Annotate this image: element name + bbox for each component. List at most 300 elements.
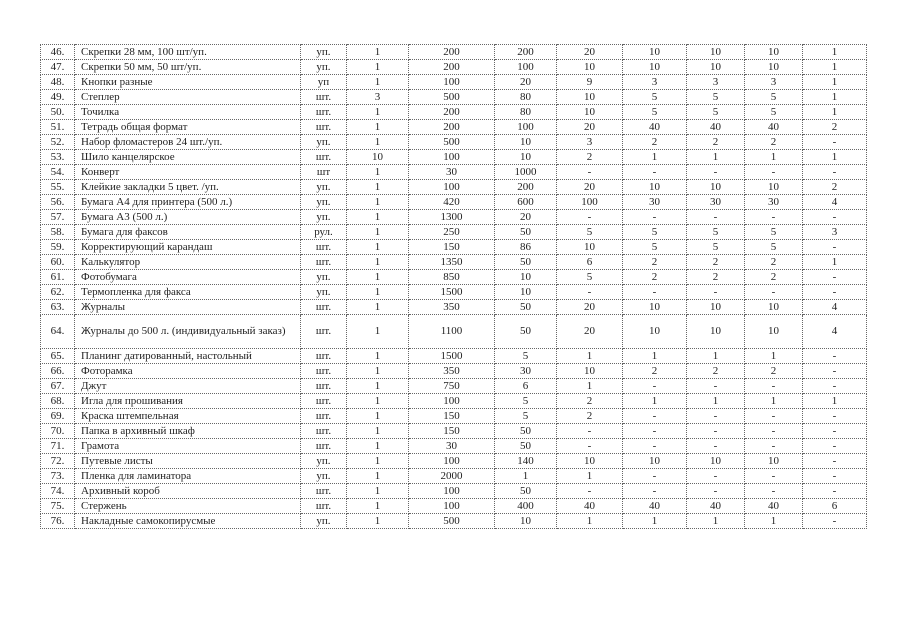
value-cell: 50	[495, 225, 557, 240]
value-cell: 2	[557, 394, 623, 409]
value-cell: 1	[347, 285, 409, 300]
value-cell: -	[623, 165, 687, 180]
value-cell: 500	[409, 514, 495, 529]
value-cell: -	[803, 484, 867, 499]
table-row	[41, 454, 867, 469]
value-cell: 1	[557, 379, 623, 394]
value-cell: 40	[623, 499, 687, 514]
value-cell: 1	[803, 45, 867, 60]
value-cell: 100	[409, 499, 495, 514]
item-name-cell: Корректирующий карандаш	[75, 240, 301, 255]
value-cell: -	[557, 484, 623, 499]
item-name-cell: Бумага А3 (500 л.)	[75, 210, 301, 225]
row-number-cell: 75.	[41, 499, 75, 514]
value-cell: 4	[803, 195, 867, 210]
unit-cell: шт.	[301, 409, 347, 424]
value-cell: 5	[557, 225, 623, 240]
value-cell: 5	[623, 105, 687, 120]
table-row	[41, 75, 867, 90]
value-cell: 30	[495, 364, 557, 379]
row-number-cell: 66.	[41, 364, 75, 379]
value-cell: 3	[745, 75, 803, 90]
value-cell: 10	[745, 315, 803, 349]
value-cell: 2	[745, 270, 803, 285]
row-number-cell: 54.	[41, 165, 75, 180]
value-cell: 3	[623, 75, 687, 90]
item-name-cell: Джут	[75, 379, 301, 394]
value-cell: 100	[495, 120, 557, 135]
item-name-cell: Термопленка для факса	[75, 285, 301, 300]
unit-cell: уп.	[301, 514, 347, 529]
value-cell: 5	[495, 394, 557, 409]
value-cell: 1500	[409, 285, 495, 300]
unit-cell: уп.	[301, 195, 347, 210]
value-cell: 1	[347, 454, 409, 469]
value-cell: 4	[803, 315, 867, 349]
row-number-cell: 70.	[41, 424, 75, 439]
value-cell: 1	[347, 484, 409, 499]
value-cell: -	[745, 469, 803, 484]
value-cell: -	[745, 165, 803, 180]
row-number-cell: 49.	[41, 90, 75, 105]
value-cell: -	[623, 484, 687, 499]
row-number-cell: 67.	[41, 379, 75, 394]
value-cell: 5	[623, 225, 687, 240]
item-name-cell: Скрепки 28 мм, 100 шт/уп.	[75, 45, 301, 60]
value-cell: 1	[623, 150, 687, 165]
value-cell: 1	[347, 364, 409, 379]
value-cell: 10	[687, 300, 745, 315]
value-cell: 2	[623, 135, 687, 150]
value-cell: 1	[347, 45, 409, 60]
item-name-cell: Бумага для факсов	[75, 225, 301, 240]
value-cell: 1	[745, 514, 803, 529]
value-cell: -	[623, 379, 687, 394]
item-name-cell: Набор фломастеров 24 шт./уп.	[75, 135, 301, 150]
value-cell: 1	[623, 514, 687, 529]
value-cell: 20	[495, 75, 557, 90]
value-cell: 2	[623, 364, 687, 379]
row-number-cell: 52.	[41, 135, 75, 150]
row-number-cell: 71.	[41, 439, 75, 454]
row-number-cell: 56.	[41, 195, 75, 210]
value-cell: 10	[557, 90, 623, 105]
value-cell: 1	[347, 255, 409, 270]
value-cell: 10	[557, 105, 623, 120]
value-cell: -	[745, 439, 803, 454]
value-cell: 100	[409, 484, 495, 499]
value-cell: 1	[623, 394, 687, 409]
value-cell: -	[687, 469, 745, 484]
row-number-cell: 58.	[41, 225, 75, 240]
value-cell: 2	[687, 255, 745, 270]
value-cell: 10	[347, 150, 409, 165]
value-cell: 1	[803, 75, 867, 90]
value-cell: 3	[687, 75, 745, 90]
value-cell: 1	[557, 349, 623, 364]
item-name-cell: Пленка для ламинатора	[75, 469, 301, 484]
value-cell: -	[803, 469, 867, 484]
value-cell: -	[687, 285, 745, 300]
value-cell: -	[803, 240, 867, 255]
value-cell: 10	[623, 315, 687, 349]
item-name-cell: Стержень	[75, 499, 301, 514]
row-number-cell: 51.	[41, 120, 75, 135]
row-number-cell: 46.	[41, 45, 75, 60]
value-cell: 30	[687, 195, 745, 210]
value-cell: -	[803, 270, 867, 285]
value-cell: 1	[347, 424, 409, 439]
value-cell: 150	[409, 240, 495, 255]
value-cell: 2	[745, 364, 803, 379]
value-cell: 5	[687, 105, 745, 120]
table-row	[41, 300, 867, 315]
value-cell: 1	[347, 195, 409, 210]
value-cell: 1	[347, 514, 409, 529]
value-cell: 50	[495, 315, 557, 349]
unit-cell: шт.	[301, 120, 347, 135]
value-cell: 150	[409, 409, 495, 424]
value-cell: 30	[745, 195, 803, 210]
value-cell: 40	[687, 120, 745, 135]
value-cell: -	[687, 424, 745, 439]
table-row	[41, 225, 867, 240]
value-cell: -	[803, 424, 867, 439]
value-cell: 1	[687, 514, 745, 529]
value-cell: 1	[347, 105, 409, 120]
supplies-table	[40, 44, 867, 529]
value-cell: -	[745, 424, 803, 439]
value-cell: 10	[557, 364, 623, 379]
value-cell: -	[803, 135, 867, 150]
value-cell: 1	[687, 394, 745, 409]
value-cell: 1	[687, 349, 745, 364]
value-cell: -	[623, 439, 687, 454]
value-cell: -	[803, 349, 867, 364]
value-cell: 10	[623, 60, 687, 75]
value-cell: 150	[409, 424, 495, 439]
value-cell: 10	[687, 180, 745, 195]
value-cell: 1	[347, 394, 409, 409]
value-cell: 200	[409, 120, 495, 135]
row-number-cell: 63.	[41, 300, 75, 315]
value-cell: 500	[409, 90, 495, 105]
value-cell: 40	[745, 499, 803, 514]
value-cell: 2	[803, 120, 867, 135]
row-number-cell: 64.	[41, 315, 75, 349]
value-cell: 100	[409, 180, 495, 195]
value-cell: 100	[495, 60, 557, 75]
table-row	[41, 364, 867, 379]
row-number-cell: 62.	[41, 285, 75, 300]
value-cell: -	[557, 210, 623, 225]
table-row	[41, 210, 867, 225]
value-cell: 350	[409, 364, 495, 379]
table-row	[41, 394, 867, 409]
value-cell: 100	[409, 75, 495, 90]
row-number-cell: 73.	[41, 469, 75, 484]
value-cell: -	[803, 409, 867, 424]
value-cell: 80	[495, 90, 557, 105]
value-cell: -	[687, 409, 745, 424]
table-row	[41, 349, 867, 364]
value-cell: 5	[623, 240, 687, 255]
unit-cell: уп.	[301, 469, 347, 484]
value-cell: 10	[687, 45, 745, 60]
value-cell: -	[803, 285, 867, 300]
value-cell: 10	[495, 514, 557, 529]
value-cell: 750	[409, 379, 495, 394]
value-cell: 1350	[409, 255, 495, 270]
row-number-cell: 65.	[41, 349, 75, 364]
value-cell: 1	[347, 270, 409, 285]
value-cell: -	[803, 165, 867, 180]
value-cell: -	[803, 514, 867, 529]
value-cell: -	[623, 469, 687, 484]
value-cell: 1	[803, 90, 867, 105]
table-row	[41, 195, 867, 210]
value-cell: 100	[409, 454, 495, 469]
value-cell: 50	[495, 439, 557, 454]
item-name-cell: Степлер	[75, 90, 301, 105]
value-cell: 1	[347, 469, 409, 484]
unit-cell: шт.	[301, 255, 347, 270]
table-row	[41, 285, 867, 300]
value-cell: 420	[409, 195, 495, 210]
value-cell: 40	[623, 120, 687, 135]
value-cell: 80	[495, 105, 557, 120]
row-number-cell: 68.	[41, 394, 75, 409]
value-cell: 5	[687, 90, 745, 105]
table-row	[41, 379, 867, 394]
value-cell: -	[803, 439, 867, 454]
value-cell: -	[623, 409, 687, 424]
row-number-cell: 55.	[41, 180, 75, 195]
value-cell: -	[557, 424, 623, 439]
value-cell: 10	[495, 285, 557, 300]
table-row	[41, 499, 867, 514]
value-cell: -	[745, 484, 803, 499]
value-cell: 1	[557, 469, 623, 484]
item-name-cell: Фоторамка	[75, 364, 301, 379]
value-cell: 10	[623, 454, 687, 469]
value-cell: 1	[623, 349, 687, 364]
item-name-cell: Грамота	[75, 439, 301, 454]
value-cell: 86	[495, 240, 557, 255]
value-cell: 1	[347, 120, 409, 135]
unit-cell: шт.	[301, 315, 347, 349]
table-row	[41, 409, 867, 424]
value-cell: 10	[495, 150, 557, 165]
value-cell: 1	[687, 150, 745, 165]
value-cell: 1	[347, 135, 409, 150]
value-cell: 1	[745, 394, 803, 409]
table-row	[41, 270, 867, 285]
value-cell: 2	[623, 270, 687, 285]
item-name-cell: Шило канцелярское	[75, 150, 301, 165]
unit-cell: шт.	[301, 394, 347, 409]
value-cell: 400	[495, 499, 557, 514]
unit-cell: шт.	[301, 90, 347, 105]
value-cell: 10	[687, 454, 745, 469]
value-cell: 2000	[409, 469, 495, 484]
value-cell: -	[623, 285, 687, 300]
value-cell: 1	[557, 514, 623, 529]
item-name-cell: Краска штемпельная	[75, 409, 301, 424]
value-cell: -	[623, 424, 687, 439]
value-cell: 1	[347, 180, 409, 195]
item-name-cell: Журналы до 500 л. (индивидуальный заказ)	[75, 315, 301, 349]
value-cell: -	[623, 210, 687, 225]
value-cell: 2	[557, 409, 623, 424]
value-cell: -	[557, 165, 623, 180]
value-cell: 1	[803, 60, 867, 75]
item-name-cell: Тетрадь общая формат	[75, 120, 301, 135]
table-row	[41, 60, 867, 75]
value-cell: 5	[745, 90, 803, 105]
unit-cell: шт.	[301, 499, 347, 514]
value-cell: 1000	[495, 165, 557, 180]
value-cell: 1	[347, 165, 409, 180]
value-cell: 250	[409, 225, 495, 240]
value-cell: -	[687, 484, 745, 499]
value-cell: 5	[557, 270, 623, 285]
value-cell: 200	[495, 180, 557, 195]
value-cell: -	[557, 439, 623, 454]
value-cell: 200	[409, 45, 495, 60]
row-number-cell: 50.	[41, 105, 75, 120]
value-cell: -	[687, 210, 745, 225]
value-cell: 1100	[409, 315, 495, 349]
table-row	[41, 439, 867, 454]
value-cell: 1	[495, 469, 557, 484]
value-cell: 30	[409, 439, 495, 454]
row-number-cell: 53.	[41, 150, 75, 165]
unit-cell: уп	[301, 75, 347, 90]
value-cell: 2	[557, 150, 623, 165]
value-cell: -	[687, 439, 745, 454]
value-cell: -	[687, 165, 745, 180]
row-number-cell: 60.	[41, 255, 75, 270]
unit-cell: шт	[301, 165, 347, 180]
unit-cell: уп.	[301, 60, 347, 75]
row-number-cell: 47.	[41, 60, 75, 75]
value-cell: -	[745, 210, 803, 225]
value-cell: 2	[745, 255, 803, 270]
value-cell: 20	[557, 120, 623, 135]
value-cell: 20	[495, 210, 557, 225]
value-cell: 2	[687, 135, 745, 150]
value-cell: 1	[347, 75, 409, 90]
value-cell: 5	[745, 225, 803, 240]
value-cell: 30	[409, 165, 495, 180]
row-number-cell: 76.	[41, 514, 75, 529]
value-cell: 2	[803, 180, 867, 195]
item-name-cell: Клейкие закладки 5 цвет. /уп.	[75, 180, 301, 195]
row-number-cell: 61.	[41, 270, 75, 285]
value-cell: 5	[687, 225, 745, 240]
unit-cell: шт.	[301, 424, 347, 439]
item-name-cell: Журналы	[75, 300, 301, 315]
value-cell: 1	[347, 225, 409, 240]
value-cell: 10	[623, 180, 687, 195]
value-cell: 10	[495, 135, 557, 150]
value-cell: 3	[347, 90, 409, 105]
item-name-cell: Конверт	[75, 165, 301, 180]
unit-cell: шт.	[301, 349, 347, 364]
value-cell: 6	[803, 499, 867, 514]
unit-cell: уп.	[301, 285, 347, 300]
value-cell: 1	[347, 349, 409, 364]
value-cell: 5	[623, 90, 687, 105]
value-cell: -	[687, 379, 745, 394]
value-cell: 1	[745, 150, 803, 165]
value-cell: 50	[495, 424, 557, 439]
value-cell: 10	[745, 454, 803, 469]
value-cell: 50	[495, 300, 557, 315]
value-cell: 1	[347, 499, 409, 514]
value-cell: 140	[495, 454, 557, 469]
row-number-cell: 57.	[41, 210, 75, 225]
value-cell: 5	[495, 409, 557, 424]
value-cell: 50	[495, 255, 557, 270]
row-number-cell: 72.	[41, 454, 75, 469]
item-name-cell: Бумага А4 для принтера (500 л.)	[75, 195, 301, 210]
value-cell: 1	[347, 379, 409, 394]
value-cell: 1	[803, 394, 867, 409]
table-row	[41, 120, 867, 135]
row-number-cell: 48.	[41, 75, 75, 90]
table-row	[41, 469, 867, 484]
unit-cell: уп.	[301, 45, 347, 60]
table-row	[41, 514, 867, 529]
value-cell: 10	[623, 45, 687, 60]
unit-cell: уп.	[301, 210, 347, 225]
value-cell: 1	[347, 60, 409, 75]
value-cell: 1500	[409, 349, 495, 364]
unit-cell: уп.	[301, 180, 347, 195]
unit-cell: шт.	[301, 240, 347, 255]
value-cell: 50	[495, 484, 557, 499]
value-cell: 600	[495, 195, 557, 210]
value-cell: 10	[687, 315, 745, 349]
value-cell: 6	[557, 255, 623, 270]
value-cell: -	[803, 210, 867, 225]
value-cell: 2	[687, 364, 745, 379]
value-cell: 100	[409, 394, 495, 409]
value-cell: 1	[347, 409, 409, 424]
value-cell: 10	[557, 454, 623, 469]
value-cell: 10	[557, 60, 623, 75]
unit-cell: шт.	[301, 300, 347, 315]
value-cell: 10	[557, 240, 623, 255]
value-cell: 1	[803, 105, 867, 120]
value-cell: 20	[557, 180, 623, 195]
value-cell: 5	[687, 240, 745, 255]
value-cell: 20	[557, 45, 623, 60]
item-name-cell: Точилка	[75, 105, 301, 120]
unit-cell: шт.	[301, 439, 347, 454]
value-cell: 5	[745, 105, 803, 120]
value-cell: -	[803, 454, 867, 469]
unit-cell: уп.	[301, 135, 347, 150]
item-name-cell: Скрепки 50 мм, 50 шт/уп.	[75, 60, 301, 75]
table-row	[41, 255, 867, 270]
value-cell: 10	[745, 60, 803, 75]
table-row	[41, 180, 867, 195]
value-cell: 200	[409, 60, 495, 75]
value-cell: 1	[347, 240, 409, 255]
